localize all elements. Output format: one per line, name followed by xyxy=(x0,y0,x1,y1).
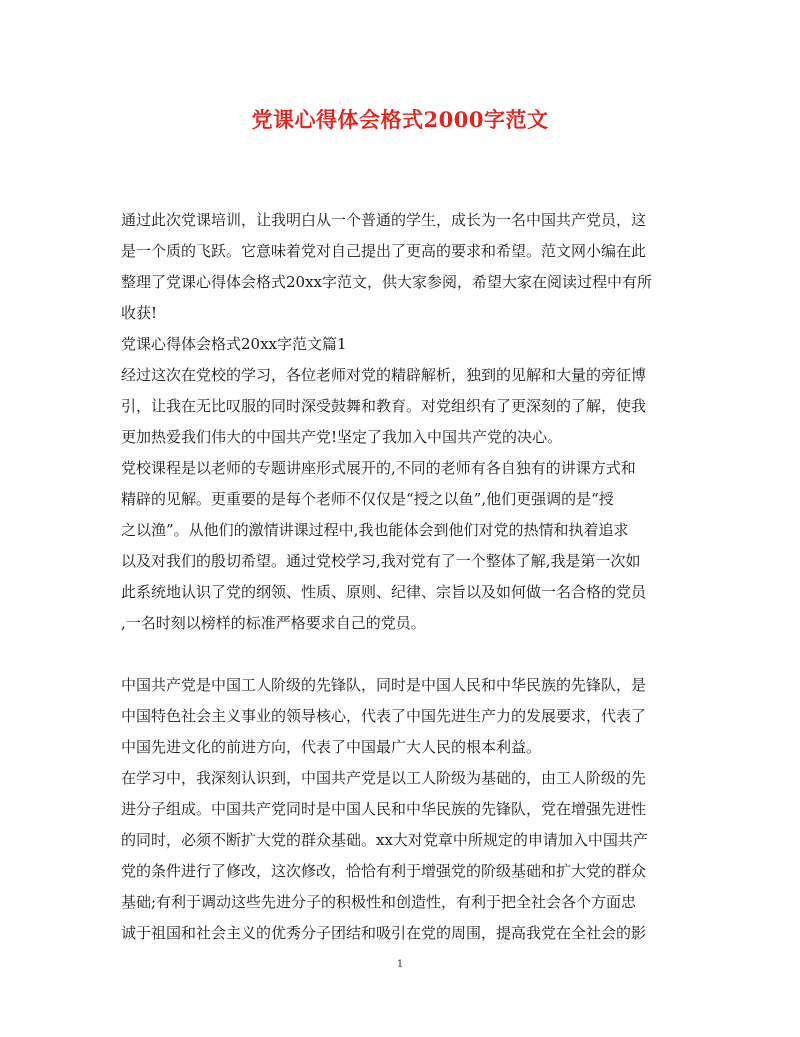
body-text-line: 精辟的见解。更重要的是每个老师不仅仅是“授之以鱼”,他们更强调的是“授 xyxy=(121,490,614,508)
document-body xyxy=(121,205,683,949)
body-text-line: 党课心得体会格式20xx字范文篇1 xyxy=(121,335,347,353)
body-text-line: 收获! xyxy=(121,304,158,322)
body-text-line: 整理了党课心得体会格式20xx字范文，供大家参阅，希望大家在阅读过程中有所 xyxy=(121,273,653,291)
body-text-line: 之以渔”。从他们的激情讲课过程中,我也能体会到他们对党的热情和执着追求 xyxy=(121,521,629,539)
body-text-line: 是一个质的飞跃。它意味着党对自己提出了更高的要求和希望。范文网小编在此 xyxy=(121,242,647,260)
page-number: 1 xyxy=(396,959,404,970)
body-text-line: 经过这次在党校的学习，各位老师对党的精辟解析，独到的见解和大量的旁征博 xyxy=(121,366,647,384)
body-text-line: 中国先进文化的前进方向，代表了中国最广大人民的根本利益。 xyxy=(121,738,542,756)
body-text-line: 党的条件进行了修改，这次修改，恰恰有利于增强党的阶级基础和扩大党的群众 xyxy=(121,862,647,880)
body-text-line: 中国共产党是中国工人阶级的先锋队，同时是中国人民和中华民族的先锋队，是 xyxy=(121,676,647,694)
body-text-line: 党校课程是以老师的专题讲座形式展开的,不同的老师有各自独有的讲课方式和 xyxy=(121,459,636,477)
body-text-line: 进分子组成。中国共产党同时是中国人民和中华民族的先锋队，党在增强先进性 xyxy=(121,800,647,818)
body-text-line: ,一名时刻以榜样的标准严格要求自己的党员。 xyxy=(121,614,426,632)
body-text-line: 诚于祖国和社会主义的优秀分子团结和吸引在党的周围，提高我党在全社会的影 xyxy=(121,924,647,942)
body-text-line: 的同时，必须不断扩大党的群众基础。xx大对党章中所规定的申请加入中国共产 xyxy=(121,831,648,849)
body-text-line: 通过此次党课培训，让我明白从一个普通的学生，成长为一名中国共产党员，这 xyxy=(121,211,647,229)
body-text-line: 更加热爱我们伟大的中国共产党!坚定了我加入中国共产党的决心。 xyxy=(121,428,563,446)
body-text-line: 基础;有利于调动这些先进分子的积极性和创造性，有利于把全社会各个方面忠 xyxy=(121,893,637,911)
document-title: 党课心得体会格式2000字范文 xyxy=(251,107,549,132)
body-text-line: 以及对我们的殷切希望。通过党校学习,我对党有了一个整体了解,我是第一次如 xyxy=(121,552,641,570)
body-text-line: 在学习中，我深刻认识到，中国共产党是以工人阶级为基础的，由工人阶级的先 xyxy=(121,769,647,787)
body-text-line: 中国特色社会主义事业的领导核心，代表了中国先进生产力的发展要求，代表了 xyxy=(121,707,647,725)
blank-line xyxy=(121,639,683,670)
body-text-line: 此系统地认识了党的纲领、性质、原则、纪律、宗旨以及如何做一名合格的党员 xyxy=(121,583,647,601)
body-text-line: 引，让我在无比叹服的同时深受鼓舞和教育。对党组织有了更深刻的了解，使我 xyxy=(121,397,647,415)
